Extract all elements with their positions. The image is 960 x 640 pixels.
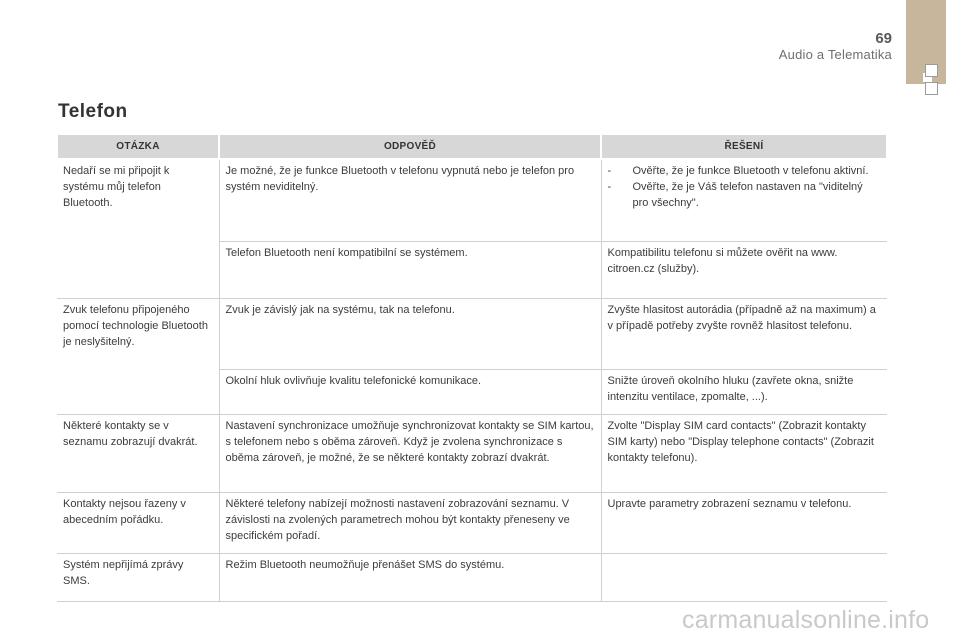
solution-cell: Zvolte "Display SIM card contacts" (Zobrazit kontakty SIM karty) nebo "Display telephone contacts" (Zobrazit kontakty telefonu). bbox=[601, 414, 887, 492]
chapter-box-icon bbox=[925, 64, 938, 77]
question-cell: Kontakty nejsou řazeny v abecedním pořádku. bbox=[57, 492, 219, 553]
answer-cell: Okolní hluk ovlivňuje kvalitu telefonické komunikace. bbox=[219, 369, 601, 414]
table-row bbox=[57, 553, 887, 601]
question-cell: Nedaří se mi připojit k systému můj telefon Bluetooth. bbox=[57, 159, 219, 298]
page-title: Telefon bbox=[58, 101, 128, 122]
question-cell: Systém nepřijímá zprávy SMS. bbox=[57, 553, 219, 601]
solution-list bbox=[608, 163, 882, 211]
page-number: 69 bbox=[875, 30, 892, 47]
table-row bbox=[57, 298, 887, 369]
table-row bbox=[57, 159, 887, 241]
answer-cell: Některé telefony nabízejí možnosti nastavení zobrazování seznamu. V závislosti na zvolených parametrech mohou být kontakty přeneseny ve specifickém pořadí. bbox=[219, 492, 601, 553]
solution-cell: Kompatibilitu telefonu si můžete ověřit na www. citroen.cz (služby). bbox=[601, 241, 887, 298]
column-header-answer: ODPOVĚĎ bbox=[219, 134, 601, 159]
column-header-solution: ŘEŠENÍ bbox=[601, 134, 887, 159]
solution-cell: Snižte úroveň okolního hluku (zavřete okna, snižte intenzitu ventilace, zpomalte, ...). bbox=[601, 369, 887, 414]
solution-cell bbox=[601, 159, 887, 241]
column-header-question: OTÁZKA bbox=[57, 134, 219, 159]
table-header-row bbox=[57, 134, 887, 159]
watermark: carmanualsonline.info bbox=[682, 606, 930, 634]
page-header bbox=[779, 32, 892, 62]
solution-cell bbox=[601, 553, 887, 601]
solution-list-item: - Ověřte, že je Váš telefon nastaven na "viditelný pro všechny". bbox=[607, 181, 863, 209]
answer-cell: Je možné, že je funkce Bluetooth v telefonu vypnutá nebo je telefon pro systém neviditelný. bbox=[219, 159, 601, 241]
question-cell: Zvuk telefonu připojeného pomocí technologie Bluetooth je neslyšitelný. bbox=[57, 298, 219, 414]
solution-cell: Upravte parametry zobrazení seznamu v telefonu. bbox=[601, 492, 887, 553]
solution-cell: Zvyšte hlasitost autorádia (případně až na maximum) a v případě potřeby zvyšte rovněž hlasitost telefonu. bbox=[601, 298, 887, 369]
answer-cell: Režim Bluetooth neumožňuje přenášet SMS do systému. bbox=[219, 553, 601, 601]
faq-table bbox=[56, 133, 888, 602]
section-name: Audio a Telematika bbox=[778, 47, 892, 62]
solution-list-item: - Ověřte, že je funkce Bluetooth v telefonu aktivní. bbox=[607, 165, 869, 177]
chapter-box-icon bbox=[925, 82, 938, 95]
answer-cell: Zvuk je závislý jak na systému, tak na telefonu. bbox=[219, 298, 601, 369]
table-row bbox=[57, 492, 887, 553]
answer-cell: Telefon Bluetooth není kompatibilní se systémem. bbox=[219, 241, 601, 298]
question-cell: Některé kontakty se v seznamu zobrazují dvakrát. bbox=[57, 414, 219, 492]
answer-cell: Nastavení synchronizace umožňuje synchronizovat kontakty se SIM kartou, s telefonem nebo s oběma zároveň. Když je zvolena synchronizace s oběma zároveň, je možné, že se některé kontakty zobrazí dvakrát. bbox=[219, 414, 601, 492]
table-row bbox=[57, 414, 887, 492]
